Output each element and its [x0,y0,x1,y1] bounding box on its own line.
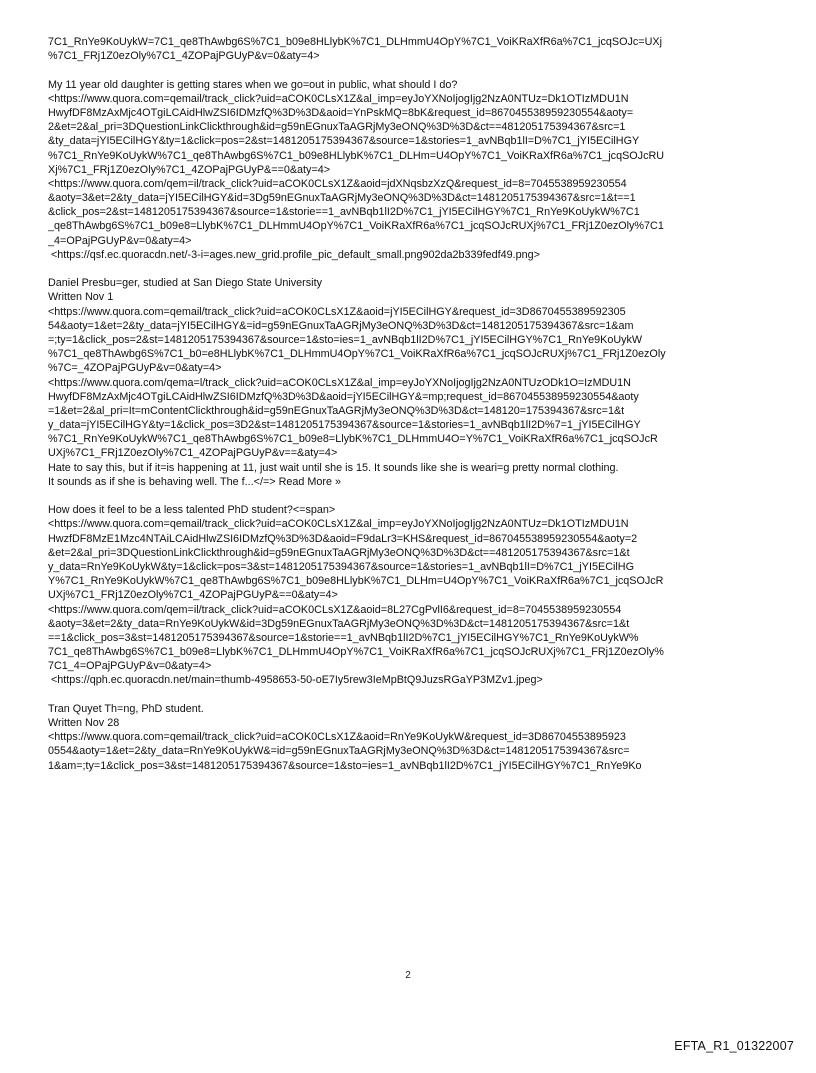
text-line: My 11 year old daughter is getting stares when we go=out in public, what should I do? [48,78,458,91]
text-line: &click_pos=2&st=1481205175394367&source=1&storie==1_avNBqb1lI2D%7C1_jYI5ECilHGY%7C1_RnYe9KoUykW%7C1 [48,206,640,219]
text-line: UXj%7C1_FRj1Z0ezOly%7C1_4ZOPajPGUyP&==0&aty=4> [48,589,338,602]
text-line: Daniel Presbu=ger, studied at San Diego State University [48,277,322,290]
email-body [48,35,784,773]
text-line: <https://www.quora.com=qemail/track_click?uid=aCOK0CLsX1Z&aoid=RnYe9KoUykW&request_id=3D86704553895923 [48,731,626,744]
text-line: <https://www.quora.com=qemail/track_click?uid=aCOK0CLsX1Z&al_imp=eyJoYXNoIjogIjg2NzA0NTUz=Dk1OTIzMDU1N [48,518,629,531]
text-line: <https://www.quora.com/qema=l/track_click?uid=aCOK0CLsX1Z&al_imp=eyJoYXNoIjogIjg2NzA0NTUzODk1O=IzMDU1N [48,376,631,389]
text-line: 54&aoty=1&et=2&ty_data=jYI5ECilHGY&=id=g59nEGnuxTaAGRjMy3eONQ%3D%3D&ct=1481205175394367&src=1&am [48,319,634,332]
text-line: <https://www.quora.com=qemail/track_click?uid=aCOK0CLsX1Z&aoid=jYI5ECilHGY&request_id=3D8670455389592305 [48,305,626,318]
block-spacer [48,688,784,702]
question-block [48,503,784,687]
text-line: &ty_data=jYI5ECilHGY&ty=1&click=pos=2&st=1481205175394367&source=1&stories=1_avNBqb1lI=D%7C1_jYI5ECilHGY [48,135,640,148]
text-line: UXj%7C1_FRj1Z0ezOly%7C1_4ZOPajPGUyP&v==&aty=4> [48,447,338,460]
bates-number: EFTA_R1_01322007 [674,1039,794,1053]
text-line: &aoty=3&et=2&ty_data=RnYe9KoUykW&id=3Dg59nEGnuxTaAGRjMy3eONQ%3D%3D&ct=1481205175394367&src=1&t [48,617,630,630]
text-line: y_data=jYI5ECilHGY&ty=1&click_pos=3D2&st=1481205175394367&source=1&stories=1_avNBqb1lI2D%7=1_jYI5ECilHGY [48,419,641,432]
text-line: 7C1_RnYe9KoUykW=7C1_qe8ThAwbg6S%7C1_b09e8HLlybK%7C1_DLHmmU4OpY%7C1_VoiKRaXfR6a%7C1_jcqSOJc=UXj [48,36,662,48]
text-line: 7C1_4=OPajPGUyP&v=0&aty=4> [48,660,212,673]
text-line: <https://qph.ec.quoracdn.net/main=thumb-4958653-50-oE7Iy5rew3IeMpBtQ9JuzsRGaYP3MZv1.jpeg> [48,674,543,687]
answer-block [48,276,784,489]
text-line: Xj%7C1_FRj1Z0ezOly%7C1_4ZOPajPGUyP&==0&aty=4> [48,163,331,176]
text-line: %7C=_4ZOPajPGUyP&v=0&aty=4> [48,362,222,375]
text-line: It sounds as if she is behaving well. The f...</=> Read More » [48,475,341,488]
text-line: y_data=RnYe9KoUykW&ty=1&click=pos=3&st=1481205175394367&source=1&stories=1_avNBqb1lI=D%7C1_jYI5ECilHG [48,560,634,573]
text-line: HwyfDF8MzAxMjc4OTgiLCAidHlwZSI6IDMzfQ%3D%3D&aoid=YnPskMQ=8bK&request_id=867045538959230554&aoty= [48,106,634,119]
text-line: %7C1_FRj1Z0ezOly%7C1_4ZOPajPGUyP&v=0&aty=4> [48,50,320,63]
text-line: Written Nov 28 [48,717,120,729]
text-line: How does it feel to be a less talented PhD student?<=span> [48,504,336,517]
text-line: &aoty=3&et=2&ty_data=jYI5ECilHGY&id=3Dg59nEGnuxTaAGRjMy3eONQ%3D%3D&ct=1481205175394367&src=1&t==1 [48,192,636,205]
text-line: Y%7C1_RnYe9KoUykW%7C1_qe8ThAwbg6S%7C1_b09e8HLlybK%7C1_DLHm=U4OpY%7C1_VoiKRaXfR6a%7C1_jcqSOJcR [48,575,664,588]
text-line: %7C1_RnYe9KoUykW%7C1_qe8ThAwbg6S%7C1_b09e8=LlybK%7C1_DLHmmU4O=Y%7C1_VoiKRaXfR6a%7C1_jcqSOJcR [48,433,658,446]
text-line: <https://www.quora.com/qem=il/track_click?uid=aCOK0CLsX1Z&aoid=8L27CgPvlI6&request_id=8=7045538959230554 [48,603,622,616]
text-line: <https://www.quora.com=qemail/track_click?uid=aCOK0CLsX1Z&al_imp=eyJoYXNoIjogIjg2NzA0NTUz=Dk1OTIzMDU1N [48,92,629,105]
block-spacer [48,63,784,77]
text-line: 0554&aoty=1&et=2&ty_data=RnYe9KoUykW&=id=g59nEGnuxTaAGRjMy3eONQ%3D%3D&ct=1481205175394367&src= [48,745,630,758]
question-block [48,78,784,262]
text-block [48,35,784,63]
text-line: <https://www.quora.com/qem=il/track_click?uid=aCOK0CLsX1Z&aoid=jdXNqsbzXzQ&request_id=8=7045538959230554 [48,177,627,190]
text-line: Tran Quyet Th=ng, PhD student. [48,702,204,715]
text-line: 2&et=2&al_pri=3DQuestionLinkClickthrough&id=g59nEGnuxTaAGRjMy3eONQ%3D%3D&ct==481205175394367&src=1 [48,121,626,134]
page-number: 2 [405,970,411,981]
text-line: &et=2&al_pri=3DQuestionLinkClickthrough&id=g59nEGnuxTaAGRjMy3eONQ%3D%3D&ct==481205175394367&src=1&t [48,546,630,559]
text-line: HwzfDF8MzE1Mzc4NTAiLCAidHlwZSI6IDMzfQ%3D%3D&aoid=F9daLr3=KHS&request_id=867045538959230554&aoty=2 [48,532,638,545]
block-spacer [48,262,784,276]
text-line: _qe8ThAwbg6S%7C1_b09e8=LlybK%7C1_DLHmmU4OpY%7C1_VoiKRaXfR6a%7C1_jcqSOJcRUXj%7C1_FRj1Z0ezOly%7C1 [48,220,664,233]
text-line: 1&am=;ty=1&click_pos=3&st=1481205175394367&source=1&sto=ies=1_avNBqb1lI2D%7C1_jYI5ECilHGY%7C1_RnYe9Ko [48,759,642,772]
answer-block [48,702,784,773]
text-line: Written Nov 1 [48,291,114,304]
text-line: ==1&click_pos=3&st=1481205175394367&source=1&storie==1_avNBqb1lI2D%7C1_jYI5ECilHGY%7C1_RnYe9KoUykW% [48,631,639,644]
text-line: %7C1_qe8ThAwbg6S%7C1_b0=e8HLlybK%7C1_DLHmmU4OpY%7C1_VoiKRaXfR6a%7C1_jcqSOJcRUXj%7C1_FRj1Z0ezOly [48,348,666,361]
text-line: Hate to say this, but if it=is happening at 11, just wait until she is 15. It sounds like she is weari=g pretty normal clothing. [48,461,619,474]
text-line: %7C1_RnYe9KoUykW%7C1_qe8ThAwbg6S%7C1_b09e8HLlybK%7C1_DLHm=U4OpY%7C1_VoiKRaXfR6a%7C1_jcqSOJcRU [48,149,665,162]
text-line: _4=OPajPGUyP&v=0&aty=4> [48,234,192,247]
text-line: HwyfDF8MzAxMjc4OTgiLCAidHlwZSI6IDMzfQ%3D%3D&aoid=jYI5ECilHGY&=mp;request_id=867045538959230554&aoty [48,390,639,403]
block-spacer [48,489,784,503]
text-line: =1&et=2&al_pri=It=mContentClickthrough&id=g59nEGnuxTaAGRjMy3eONQ%3D%3D&ct=148120=175394367&src=1&t [48,404,625,417]
text-line: <https://qsf.ec.quoracdn.net/-3-i=ages.new_grid.profile_pic_default_small.png902da2b339fedf49.png> [48,248,540,261]
text-line: 7C1_qe8ThAwbg6S%7C1_b09e8=LlybK%7C1_DLHmmU4OpY%7C1_VoiKRaXfR6a%7C1_jcqSOJcRUXj%7C1_FRj1Z0ezOly% [48,646,664,659]
text-line: =;ty=1&click_pos=2&st=1481205175394367&source=1&sto=ies=1_avNBqb1lI2D%7C1_jYI5ECilHGY%7C1_RnYe9KoUykW [48,333,643,346]
